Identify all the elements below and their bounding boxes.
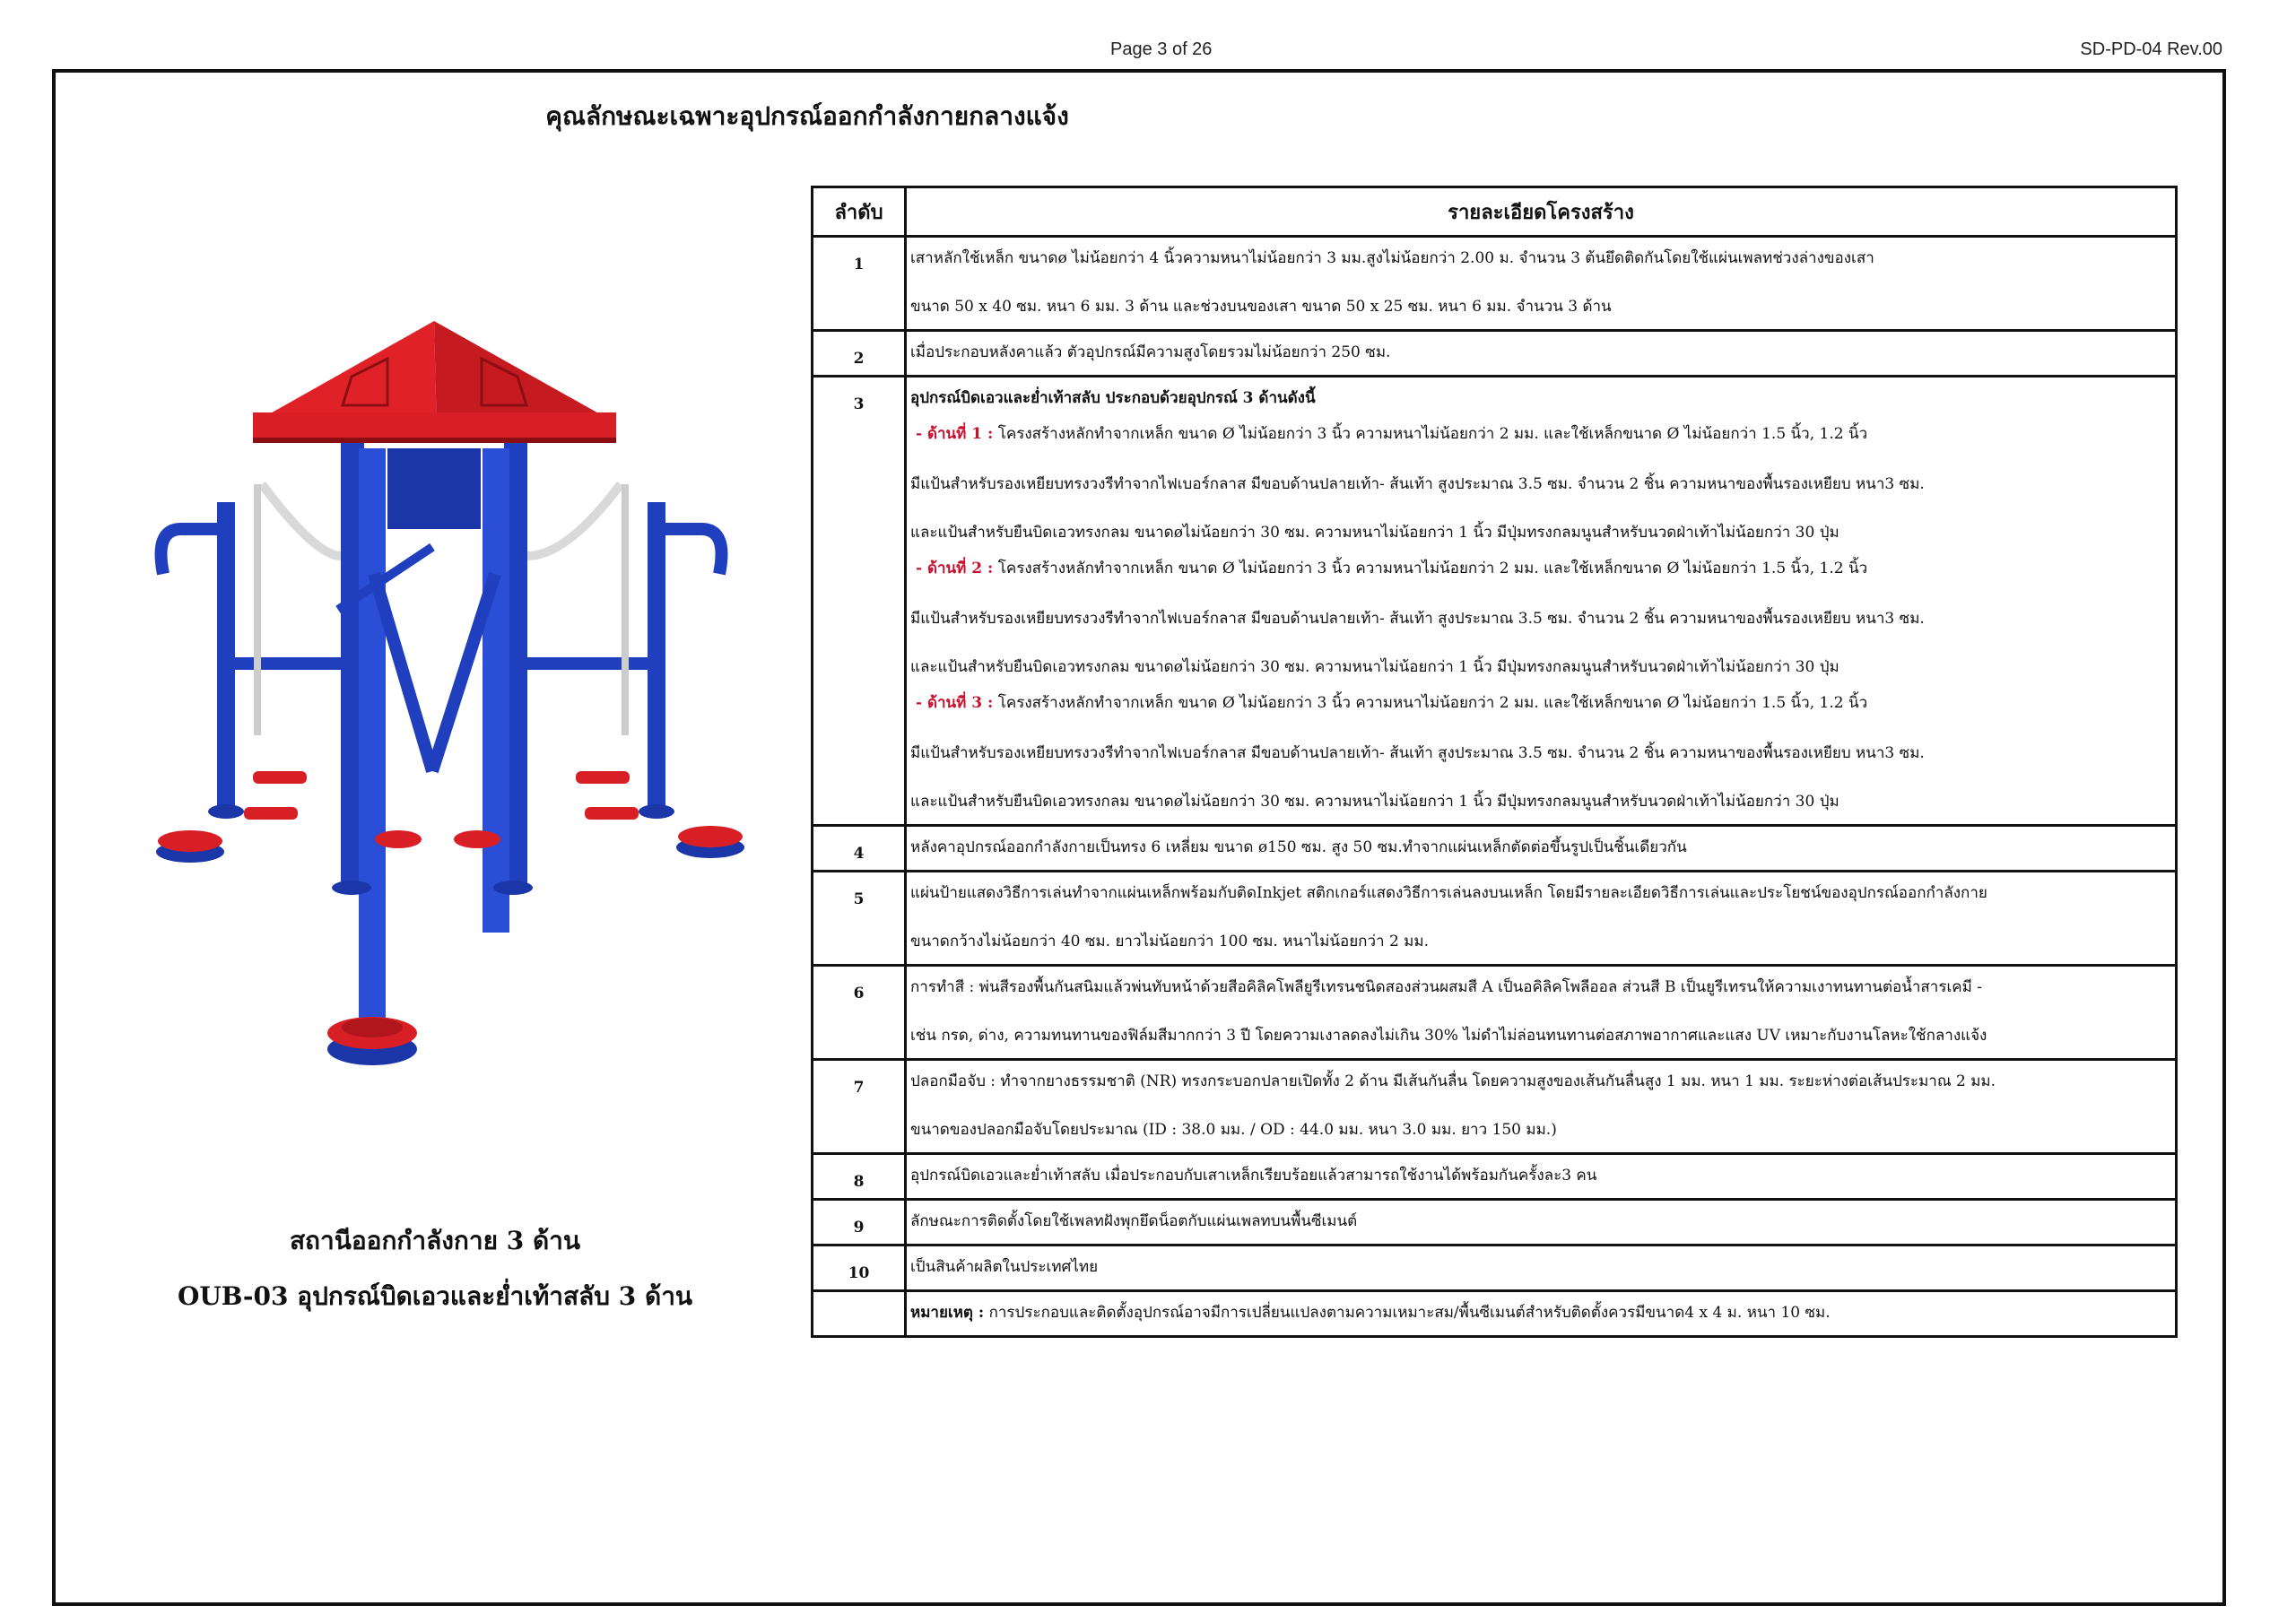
- row-number: 7: [813, 1060, 906, 1154]
- row-text: และแป้นสำหรับยืนบิดเอวทรงกลม ขนาดøไม่น้อยกว่า 30 ซม. ความหนาไม่น้อยกว่า 1 นิ้ว มีปุ่มทรงกลมนูนสำหรับนวดฝ่าเท้าไม่น้อยกว่า 30 ปุ่ม: [910, 524, 1839, 542]
- row-description: [906, 826, 2177, 872]
- side-3-text: โครงสร้างหลักทำจากเหล็ก ขนาด Ø ไม่น้อยกว่า 3 นิ้ว ความหนาไม่น้อยกว่า 2 มม. และใช้เหล็กขนาด Ø ไม่น้อยกว่า 1.5 นิ้ว, 1.2 นิ้ว: [997, 694, 1868, 712]
- row-description: [906, 237, 2177, 331]
- col-header-no: ลำดับ: [813, 187, 906, 237]
- row-description: [906, 1291, 2177, 1337]
- row-description: [906, 872, 2177, 966]
- product-caption-title: สถานีออกกำลังกาย 3 ด้าน: [289, 1226, 581, 1255]
- row-description: [906, 1154, 2177, 1200]
- product-illustration: [118, 305, 764, 1112]
- table-header-row: [813, 187, 2177, 237]
- page-title: คุณลักษณะเฉพาะอุปกรณ์ออกกำลังกายกลางแจ้ง: [545, 101, 1069, 131]
- row-text: เป็นสินค้าผลิตในประเทศไทย: [910, 1258, 1099, 1276]
- product-caption-model: OUB-03 อุปกรณ์บิดเอวและย่ำเท้าสลับ 3 ด้าน: [177, 1281, 693, 1311]
- row-text: อุปกรณ์บิดเอวและย่ำเท้าสลับ เมื่อประกอบกับเสาเหล็กเรียบร้อยแล้วสามารถใช้งานได้พร้อมกันครั้งละ3 คน: [910, 1167, 1597, 1185]
- note-label: หมายเหตุ :: [910, 1304, 985, 1322]
- note-line: [910, 1299, 2171, 1326]
- col-header-description: รายละเอียดโครงสร้าง: [906, 187, 2177, 237]
- side-1-spec: [910, 421, 2171, 447]
- table-row: [813, 1245, 2177, 1291]
- row-text: ปลอกมือจับ : ทำจากยางธรรมชาติ (NR) ทรงกระบอกปลายเปิดทั้ง 2 ด้าน มีเส้นกันลื่น โดยความสูงของเส้นกันลื่นสูง 1 มม. หนา 1 มม. ระยะห่างต่อเส้นประมาณ 2 มม.: [910, 1072, 1996, 1090]
- row-text: การทำสี : พ่นสีรองพื้นกันสนิมแล้วพ่นทับหน้าด้วยสีอคิลิคโพลียูรีเทรนชนิดสองส่วนผสมสี A เป็นอคิลิคโพลีออล ส่วนสี B เป็นยูรีเทรนให้ความเงาทนทานต่อน้ำสารเคมี -: [910, 978, 1983, 996]
- row-text: แผ่นป้ายแสดงวิธีการเล่นทำจากแผ่นเหล็กพร้อมกับติดInkjet สติกเกอร์แสดงวิธีการเล่นลงบนเหล็ก โดยมีรายละเอียดวิธีการเล่นและประโยชน์ของอุปกรณ์ออกกำลังกาย: [910, 884, 1987, 902]
- row-text: เสาหลักใช้เหล็ก ขนาดø ไม่น้อยกว่า 4 นิ้วความหนาไม่น้อยกว่า 3 มม.สูงไม่น้อยกว่า 2.00 ม. จำนวน 3 ต้นยึดติดกันโดยใช้แผ่นเพลทช่วงล่างของเสา: [910, 249, 1874, 267]
- row-text: ขนาดกว้างไม่น้อยกว่า 40 ซม. ยาวไม่น้อยกว่า 100 ซม. หนาไม่น้อยกว่า 2 มม.: [910, 933, 1429, 950]
- row-description: [906, 377, 2177, 826]
- side-2-text: โครงสร้างหลักทำจากเหล็ก ขนาด Ø ไม่น้อยกว่า 3 นิ้ว ความหนาไม่น้อยกว่า 2 มม. และใช้เหล็กขนาด Ø ไม่น้อยกว่า 1.5 นิ้ว, 1.2 นิ้ว: [997, 560, 1868, 577]
- row-number: 9: [813, 1200, 906, 1245]
- table-row: [813, 872, 2177, 966]
- table-row: [813, 237, 2177, 331]
- side-1-label: - ด้านที่ 1 :: [916, 425, 994, 443]
- table-row: [813, 1060, 2177, 1154]
- row-number: 5: [813, 872, 906, 966]
- row-text: ขนาดของปลอกมือจับโดยประมาณ (ID : 38.0 มม. / OD : 44.0 มม. หนา 3.0 มม. ยาว 150 มม.): [910, 1121, 1557, 1139]
- document-code: SD-PD-04 Rev.00: [2080, 39, 2222, 59]
- table-row: [813, 377, 2177, 826]
- row-text: ขนาด 50 x 40 ซม. หนา 6 มม. 3 ด้าน และช่วงบนของเสา ขนาด 50 x 25 ซม. หนา 6 มม. จำนวน 3 ด้าน: [910, 298, 1612, 316]
- row-number-empty: [813, 1291, 906, 1337]
- row-description: [906, 1245, 2177, 1291]
- table-row: [813, 966, 2177, 1060]
- specification-table: [811, 186, 2178, 1338]
- row-number: 3: [813, 377, 906, 826]
- row-description: [906, 1060, 2177, 1154]
- row-number: 6: [813, 966, 906, 1060]
- row-text: หลังคาอุปกรณ์ออกกำลังกายเป็นทรง 6 เหลี่ยม ขนาด ø150 ซม. สูง 50 ซม.ทำจากแผ่นเหล็กตัดต่อขึ้นรูปเป็นชิ้นเดียวกัน: [910, 838, 1687, 856]
- side-1-text: โครงสร้างหลักทำจากเหล็ก ขนาด Ø ไม่น้อยกว่า 3 นิ้ว ความหนาไม่น้อยกว่า 2 มม. และใช้เหล็กขนาด Ø ไม่น้อยกว่า 1.5 นิ้ว, 1.2 นิ้ว: [997, 425, 1868, 443]
- row-number: 4: [813, 826, 906, 872]
- page-number: Page 3 of 26: [1110, 39, 1213, 59]
- table-note-row: [813, 1291, 2177, 1337]
- row-number: 8: [813, 1154, 906, 1200]
- row-number: 10: [813, 1245, 906, 1291]
- row-text: มีแป้นสำหรับรองเหยียบทรงวงรีทำจากไฟเบอร์กลาส มีขอบด้านปลายเท้า- ส้นเท้า สูงประมาณ 3.5 ซม. จำนวน 2 ชิ้น ความหนาของพื้นรองเหยียบ หนา3 ซม.: [910, 744, 1925, 762]
- row-text: และแป้นสำหรับยืนบิดเอวทรงกลม ขนาดøไม่น้อยกว่า 30 ซม. ความหนาไม่น้อยกว่า 1 นิ้ว มีปุ่มทรงกลมนูนสำหรับนวดฝ่าเท้าไม่น้อยกว่า 30 ปุ่ม: [910, 793, 1839, 811]
- row-heading: อุปกรณ์บิดเอวและย่ำเท้าสลับ ประกอบด้วยอุปกรณ์ 3 ด้านดังนี้: [910, 389, 1316, 407]
- row-number: 1: [813, 237, 906, 331]
- side-2-label: - ด้านที่ 2 :: [916, 560, 994, 577]
- side-2-spec: [910, 555, 2171, 582]
- row-text: เช่น กรด, ด่าง, ความทนทานของฟิล์มสีมากกว่า 3 ปี โดยความเงาลดลงไม่เกิน 30% ไม่ดำไม่ล่อนทนทานต่อสภาพอากาศและแสง UV เหมาะกับงานโลหะใช้กลางแจ้ง: [910, 1027, 1987, 1045]
- table-row: [813, 331, 2177, 377]
- row-description: [906, 966, 2177, 1060]
- row-text: เมื่อประกอบหลังคาแล้ว ตัวอุปกรณ์มีความสูงโดยรวมไม่น้อยกว่า 250 ซม.: [910, 343, 1391, 361]
- row-text: ลักษณะการติดตั้งโดยใช้เพลทฝังพุกยึดน็อตกับแผ่นเพลทบนพื้นซีเมนต์: [910, 1212, 1358, 1230]
- table-row: [813, 1200, 2177, 1245]
- side-3-label: - ด้านที่ 3 :: [916, 694, 994, 712]
- table-row: [813, 826, 2177, 872]
- row-text: มีแป้นสำหรับรองเหยียบทรงวงรีทำจากไฟเบอร์กลาส มีขอบด้านปลายเท้า- ส้นเท้า สูงประมาณ 3.5 ซม. จำนวน 2 ชิ้น ความหนาของพื้นรองเหยียบ หนา3 ซม.: [910, 475, 1925, 493]
- row-text: มีแป้นสำหรับรองเหยียบทรงวงรีทำจากไฟเบอร์กลาส มีขอบด้านปลายเท้า- ส้นเท้า สูงประมาณ 3.5 ซม. จำนวน 2 ชิ้น ความหนาของพื้นรองเหยียบ หนา3 ซม.: [910, 610, 1925, 628]
- row-number: 2: [813, 331, 906, 377]
- row-description: [906, 1200, 2177, 1245]
- row-text: และแป้นสำหรับยืนบิดเอวทรงกลม ขนาดøไม่น้อยกว่า 30 ซม. ความหนาไม่น้อยกว่า 1 นิ้ว มีปุ่มทรงกลมนูนสำหรับนวดฝ่าเท้าไม่น้อยกว่า 30 ปุ่ม: [910, 658, 1839, 676]
- equipment-drawing: [156, 321, 744, 1065]
- table-row: [813, 1154, 2177, 1200]
- note-text: การประกอบและติดตั้งอุปกรณ์อาจมีการเปลี่ยนแปลงตามความเหมาะสม/พื้นซีเมนต์สำหรับติดตั้งควรมีขนาด4 x 4 ม. หนา 10 ซม.: [988, 1304, 1831, 1322]
- row-description: [906, 331, 2177, 377]
- side-3-spec: [910, 690, 2171, 716]
